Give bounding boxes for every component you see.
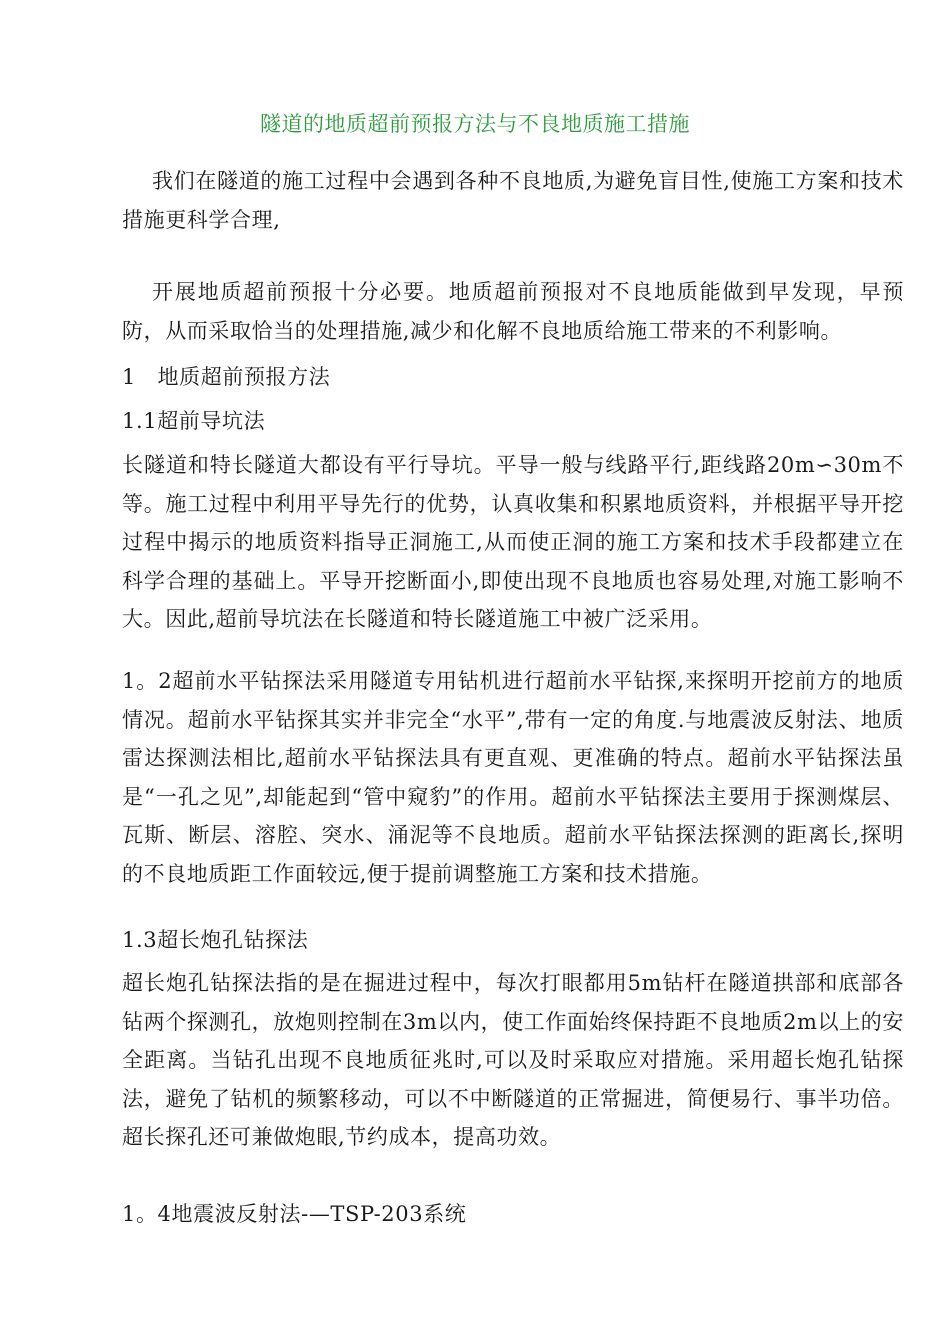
subsection-1-1-heading: 1.1超前导坑法: [122, 409, 266, 433]
subsection-1-4-heading: 1。4地震波反射法-—TSP-203系统: [122, 1202, 467, 1226]
subsection-1-2-body: 1。2超前水平钻探法采用隧道专用钻机进行超前水平钻探,来探明开挖前方的地质情况。超前水平钻探其实并非完全“水平”,带有一定的角度.与地震波反射法、地质雷达探测法相比,超前水平钻探法具有更直观、更准确的特点。超前水平钻探法虽是“一孔之见”,却能起到“管中窥豹”的作用。超前水平钻探法主要用于探测煤层、瓦斯、断层、溶腔、突水、涌泥等不良地质。超前水平钻探法探测的距离长,探明的不良地质距工作面较远,便于提前调整施工方案和技术措施。: [122, 669, 904, 886]
subsection-1-3-heading: 1.3超长炮孔钻探法: [122, 928, 309, 952]
section-1-heading: 1 地质超前预报方法: [122, 365, 331, 389]
intro-paragraph-1: 我们在隧道的施工过程中会遇到各种不良地质,为避免盲目性,使施工方案和技术措施更科学合理,: [122, 169, 904, 232]
subsection-1-1-body: 长隧道和特长隧道大都设有平行导坑。平导一般与线路平行,距线路20m∽30m不等。施工过程中利用平导先行的优势，认真收集和积累地质资料，并根据平导开挖过程中揭示的地质资料指导正洞施工,从而使正洞的施工方案和技术手段都建立在科学合理的基础上。平导开挖断面小,即使出现不良地质也容易处理,对施工影响不大。因此,超前导坑法在长隧道和特长隧道施工中被广泛采用。: [122, 453, 904, 631]
intro-paragraph-2: 开展地质超前预报十分必要。地质超前预报对不良地质能做到早发现，早预防，从而采取恰当的处理措施,减少和化解不良地质给施工带来的不利影响。: [122, 280, 904, 343]
subsection-1-3-body: 超长炮孔钻探法指的是在掘进过程中，每次打眼都用5m钻杆在隧道拱部和底部各钻两个探测孔，放炮则控制在3m以内，使工作面始终保持距不良地质2m以上的安全距离。当钻孔出现不良地质征兆时,可以及时采取应对措施。采用超长炮孔钻探法，避免了钻机的频繁移动，可以不中断隧道的正常掘进，简便易行、事半功倍。超长探孔还可兼做炮眼,节约成本，提高功效。: [122, 971, 904, 1149]
document-title: 隧道的地质超前预报方法与不良地质施工措施: [260, 112, 690, 136]
